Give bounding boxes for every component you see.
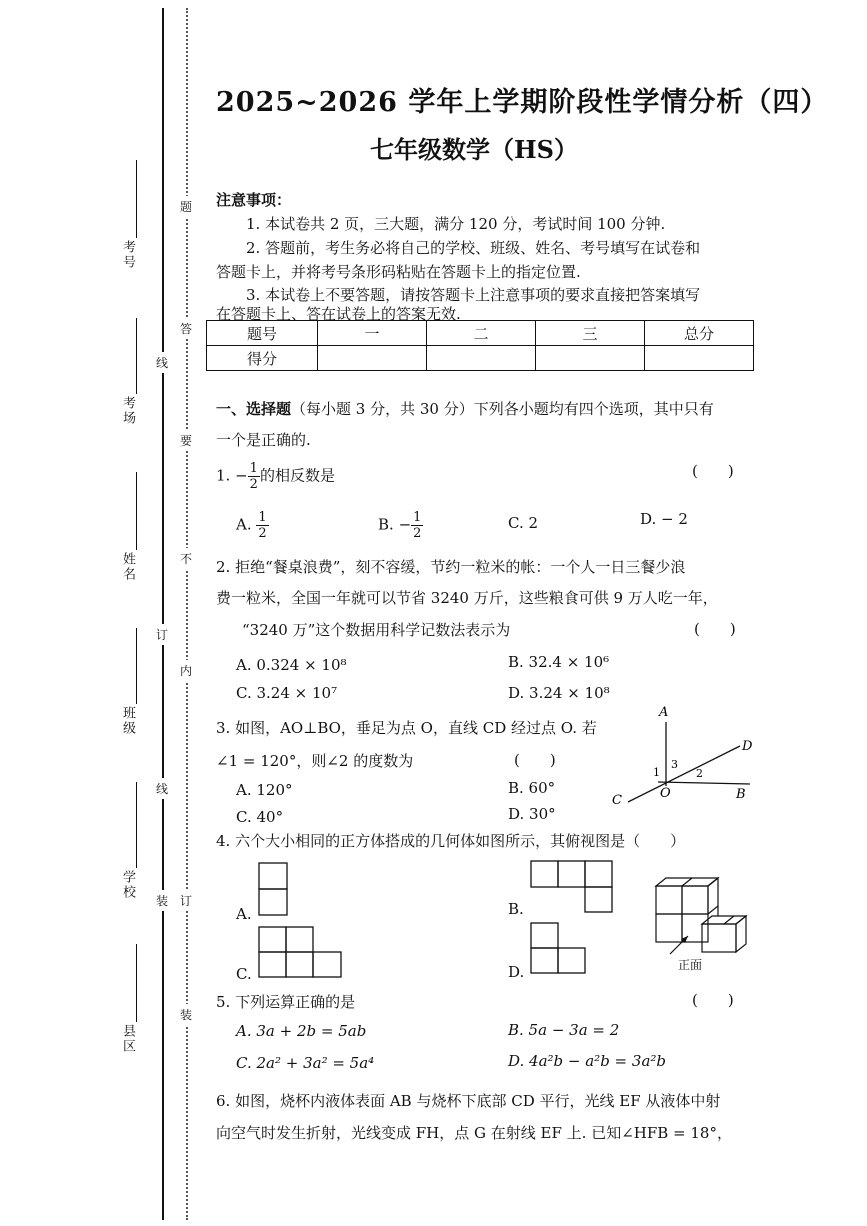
- q5-option-c[interactable]: C. 2a² + 3a² = 5a⁴: [236, 1054, 375, 1072]
- q6-line-1: 6. 如图，烧杯内液体表面 AB 与烧杯下底部 CD 平行，光线 EF 从液体中射: [216, 1092, 721, 1110]
- q3-answer-paren[interactable]: ( ): [514, 751, 556, 769]
- fig-label-a: A: [659, 705, 669, 720]
- q1-b-den: 2: [413, 526, 422, 541]
- q2-option-d[interactable]: D. 3.24 × 10⁸: [508, 684, 610, 702]
- notice-item: 在答题卡上、答在试卷上的答案无效.: [216, 305, 461, 323]
- fig-label-d: D: [742, 739, 753, 754]
- q1-option-a-label: A.: [236, 515, 252, 534]
- seal-dotted-line: [186, 8, 188, 1220]
- binding-char: 线: [156, 778, 168, 799]
- notice-item: 答题卡上，并将考号条形码粘贴在答题卡上的指定位置.: [216, 263, 581, 281]
- q5-option-b[interactable]: B. 5a − 3a = 2: [508, 1021, 620, 1039]
- field-district-line[interactable]: [136, 944, 137, 1022]
- q3-line-2: ∠1 = 120°，则∠2 的度数为: [216, 752, 414, 770]
- q2-line-2: 费一粒米，全国一年就可以节省 3240 万斤，这些粮食可供 9 万人吃一年，: [216, 589, 718, 607]
- q2-option-a[interactable]: A. 0.324 × 10⁸: [236, 656, 347, 674]
- q1-a-den: 2: [258, 526, 267, 541]
- q1-b-minus: −: [398, 515, 412, 534]
- field-exam-number-label: 考号: [120, 240, 135, 270]
- q1-number: 1.: [216, 466, 231, 485]
- q4-option-d[interactable]: D.: [508, 963, 525, 981]
- q5-line-1: 5. 下列运算正确的是: [216, 993, 356, 1011]
- q1-frac-den: 2: [249, 477, 258, 492]
- fig-label-3: 3: [671, 758, 678, 771]
- field-school-line[interactable]: [136, 782, 137, 868]
- field-class-label: 班级: [120, 706, 135, 736]
- score-table-header: 三: [536, 321, 645, 346]
- q3-option-a[interactable]: A. 120°: [236, 781, 293, 799]
- q6-line-2: 向空气时发生折射，光线变成 FH，点 G 在射线 EF 上. 已知∠HFB = 18°，: [216, 1124, 732, 1142]
- q1-option-c[interactable]: C. 2: [508, 514, 539, 532]
- q3-option-b[interactable]: B. 60°: [508, 779, 556, 797]
- q1-option-b[interactable]: [378, 510, 423, 541]
- field-class-line[interactable]: [136, 628, 137, 704]
- q2-option-c[interactable]: C. 3.24 × 10⁷: [236, 684, 338, 702]
- q4-line-1: 4. 六个大小相同的正方体搭成的几何体如图所示，其俯视图是（ ）: [216, 832, 686, 850]
- notice-item: 2. 答题前，考生务必将自己的学校、班级、姓名、考号填写在试卷和: [246, 239, 701, 257]
- q2-option-b[interactable]: B. 32.4 × 10⁶: [508, 653, 610, 671]
- score-table-header: 题号: [207, 321, 318, 346]
- q2-line-1: 2. 拒绝“餐桌浪费”，刻不容缓，节约一粒米的帐：一个人一日三餐少浪: [216, 558, 686, 576]
- q5-option-a[interactable]: A. 3a + 2b = 5ab: [236, 1022, 367, 1040]
- q4-option-d-grid: [530, 922, 590, 976]
- field-district-label: 县区: [120, 1024, 135, 1054]
- seal-char: 内: [180, 660, 192, 681]
- score-table-header: 二: [427, 321, 536, 346]
- question-1: [216, 461, 335, 492]
- seal-char: 不: [180, 548, 192, 569]
- fig-label-2: 2: [696, 767, 703, 780]
- page-title: 2025~2026 学年上学期阶段性学情分析（四）: [216, 87, 829, 118]
- q1-frac-num: 1: [249, 461, 258, 476]
- notice-item: 1. 本试卷共 2 页，三大题，满分 120 分，考试时间 100 分钟.: [246, 215, 666, 233]
- field-school-label: 学校: [120, 870, 135, 900]
- score-cell[interactable]: [645, 346, 754, 371]
- fig-label-c: C: [612, 793, 622, 808]
- q3-option-d[interactable]: D. 30°: [508, 805, 556, 823]
- q1-option-d[interactable]: D. − 2: [640, 510, 688, 528]
- score-cell[interactable]: [536, 346, 645, 371]
- seal-char: 题: [180, 196, 192, 217]
- q3-angle-figure: [606, 700, 766, 810]
- q4-front-label: 正面: [678, 958, 703, 972]
- q1-option-a[interactable]: [236, 510, 269, 541]
- q4-option-b-grid: [530, 860, 614, 914]
- q4-option-a-grid: [258, 862, 290, 918]
- q1-option-a-frac: [256, 510, 268, 541]
- q1-fraction: [248, 461, 260, 492]
- fig-label-1: 1: [653, 766, 660, 779]
- q2-line-3: “3240 万”这个数据用科学记数法表示为: [242, 621, 511, 639]
- binding-line: [162, 8, 164, 1220]
- section-desc-2: 一个是正确的.: [216, 431, 311, 449]
- q5-option-d[interactable]: D. 4a²b − a²b = 3a²b: [508, 1052, 666, 1070]
- score-table: [206, 320, 754, 371]
- field-exam-room-line[interactable]: [136, 318, 137, 394]
- score-cell[interactable]: [427, 346, 536, 371]
- field-name-label: 姓名: [120, 552, 135, 582]
- field-name-line[interactable]: [136, 472, 137, 550]
- score-cell[interactable]: [318, 346, 427, 371]
- score-table-header: 总分: [645, 321, 754, 346]
- score-row-label: 得分: [207, 346, 318, 371]
- q2-answer-paren[interactable]: ( ): [694, 620, 736, 638]
- binding-char: 订: [180, 890, 192, 911]
- binding-char: 线: [156, 352, 168, 373]
- section-title: 一、选择题: [216, 400, 292, 418]
- binding-char: 装: [156, 890, 168, 911]
- fig-label-o: O: [660, 786, 671, 801]
- q1-b-num: 1: [413, 510, 422, 525]
- q1-option-b-label: B.: [378, 515, 394, 534]
- q1-a-num: 1: [258, 510, 267, 525]
- notice-heading: 注意事项：: [216, 191, 292, 209]
- seal-char: 答: [180, 318, 192, 339]
- binding-char: 订: [156, 624, 168, 645]
- seal-char: 要: [180, 430, 192, 451]
- q5-answer-paren[interactable]: ( ): [692, 991, 734, 1009]
- score-table-header: 一: [318, 321, 427, 346]
- q1-answer-paren[interactable]: ( ): [692, 462, 734, 480]
- field-exam-number-line[interactable]: [136, 160, 137, 238]
- q4-option-a[interactable]: A.: [236, 905, 252, 923]
- q3-option-c[interactable]: C. 40°: [236, 808, 284, 826]
- section-desc: （每小题 3 分，共 30 分）下列各小题均有四个选项，其中只有: [291, 400, 714, 418]
- q1-minus: −: [235, 466, 248, 485]
- q4-option-b[interactable]: B.: [508, 900, 524, 918]
- q1-option-b-frac: [411, 510, 423, 541]
- notice-item: 3. 本试卷上不要答题，请按答题卡上注意事项的要求直接把答案填写: [246, 286, 701, 304]
- fig-label-b: B: [736, 787, 746, 802]
- field-exam-room-label: 考场: [120, 396, 135, 426]
- q1-stem: 的相反数是: [259, 466, 335, 485]
- page-subtitle: 七年级数学（HS）: [370, 135, 579, 164]
- q3-line-1: 3. 如图，AO⊥BO，垂足为点 O，直线 CD 经过点 O. 若: [216, 719, 597, 737]
- q4-option-c-grid: [258, 926, 346, 980]
- binding-char: 装: [180, 1004, 192, 1025]
- section-heading: [216, 398, 714, 419]
- q4-option-c[interactable]: C.: [236, 965, 252, 983]
